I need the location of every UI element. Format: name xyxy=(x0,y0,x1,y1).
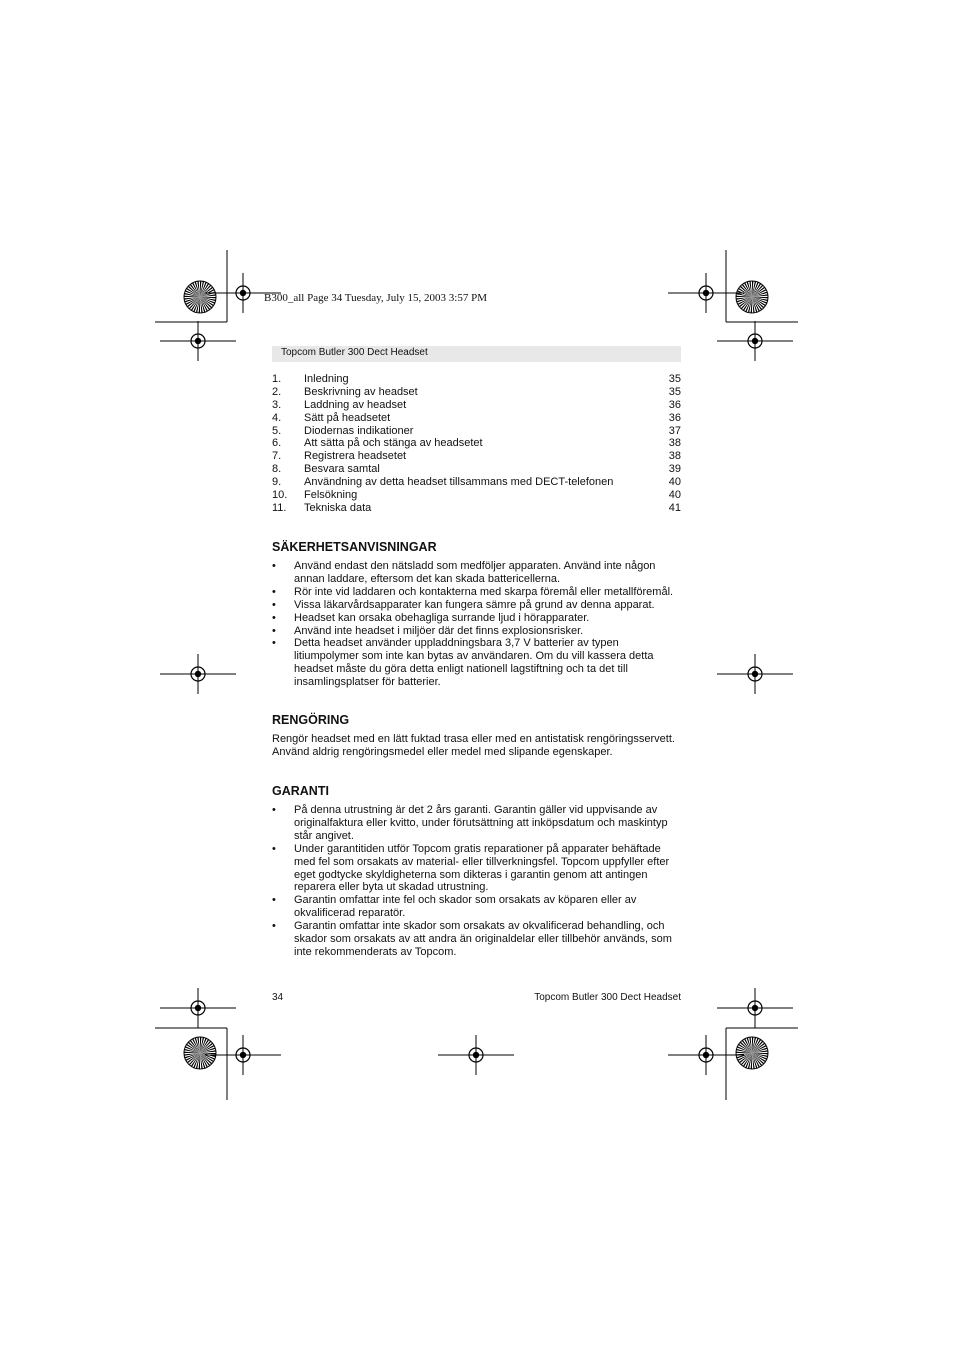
starburst-target-icon xyxy=(736,1037,768,1069)
toc-page-number: 37 xyxy=(668,424,681,437)
registration-mark-icon xyxy=(717,654,793,694)
toc-number: 1. xyxy=(272,373,282,385)
toc-page-number: 39 xyxy=(668,463,681,476)
toc-number: 11. xyxy=(272,501,287,514)
toc-title: Inledning xyxy=(304,373,349,385)
toc-title: Sätt på headsetet xyxy=(304,411,391,424)
toc-number: 3. xyxy=(272,398,282,411)
toc-title: Användning av detta headset tillsammans med DECT-telefonen xyxy=(304,476,614,489)
toc-number: 10. xyxy=(272,489,288,502)
print-slug: B300_all Page 34 Tuesday, July 15, 2003 3:57 PM xyxy=(264,292,487,304)
toc-title: Beskrivning av headset xyxy=(304,385,418,398)
bullet-icon: • xyxy=(272,920,276,933)
toc-page-number: 36 xyxy=(668,398,681,411)
header-title: Topcom Butler 300 Dect Headset xyxy=(281,347,428,358)
cleaning-text: Rengör headset med en lätt fuktad trasa eller med en antistatisk rengöringsservett. Använd aldrig rengöringsmedel eller medel med slipande egenskaper. xyxy=(272,733,675,758)
registration-mark-icon xyxy=(668,1035,744,1075)
bullet-icon: • xyxy=(272,560,276,572)
list-item-text: Använd endast den nätsladd som medföljer apparaten. Använd inte någon annan laddare, eftersom det kan skada battericellerna. xyxy=(294,560,656,585)
registration-mark-icon xyxy=(717,988,793,1028)
toc-number: 2. xyxy=(272,385,282,398)
toc-title: Registrera headsetet xyxy=(304,450,407,463)
toc-title: Att sätta på och stänga av headsetet xyxy=(304,437,483,450)
bullet-icon: • xyxy=(272,611,276,624)
list-item-text: Garantin omfattar inte skador som orsakats av okvalificerad behandling, och skador som orsakats av att andra än originaldelar eller tillbehör används, som inte rekommenderats av Topcom. xyxy=(294,920,672,958)
bullet-icon: • xyxy=(272,598,276,611)
list-item-text: Garantin omfattar inte fel och skador som orsakats av köparen eller av okvalificerad reparatör. xyxy=(294,894,637,920)
toc-page-number: 35 xyxy=(668,385,681,398)
bullet-icon: • xyxy=(272,894,276,907)
list-item-text: Använd inte headset i miljöer där det finns explosionsrisker. xyxy=(294,624,584,637)
list-item-text: Rör inte vid laddaren och kontakterna med skarpa föremål eller metallföremål. xyxy=(294,585,674,598)
toc-number: 6. xyxy=(272,437,282,450)
footer-title: Topcom Butler 300 Dect Headset xyxy=(534,992,681,1003)
toc-page-number: 40 xyxy=(668,489,681,502)
bullet-icon: • xyxy=(272,585,276,598)
toc-page-number: 38 xyxy=(668,437,681,450)
toc-number: 4. xyxy=(272,411,282,424)
starburst-target-icon xyxy=(184,281,216,313)
bullet-icon: • xyxy=(272,624,276,637)
toc-number: 7. xyxy=(272,450,282,463)
toc-page-number: 38 xyxy=(668,450,681,463)
toc-page-number: 35 xyxy=(668,373,681,385)
list-item-text: Detta headset använder uppladdningsbara 3,7 V batterier av typen litiumpolymer som inte kan bytas av användaren. Om du vill kassera detta headset måste du göra detta enligt nationell lagstiftning och ta det till insamlingsplatser för batterier. xyxy=(294,637,654,689)
toc-number: 5. xyxy=(272,424,282,437)
bullet-icon: • xyxy=(272,637,276,650)
starburst-target-icon xyxy=(184,1037,216,1069)
bullet-icon: • xyxy=(272,842,276,855)
registration-mark-icon xyxy=(717,321,793,361)
toc-page-number: 36 xyxy=(668,411,681,424)
toc-title: Laddning av headset xyxy=(304,398,407,411)
list-item-text: Under garantitiden utför Topcom gratis reparationer på apparater behäftade med fel som orsakats av material- eller tillverkningsfel. Topcom uppfyller efter eget godtycke skyldigheterna som dikteras i garantin genom att antingen reparera eller byta ut skadad utrustning. xyxy=(294,842,670,894)
warranty-heading: GARANTI xyxy=(272,784,329,798)
bullet-icon: • xyxy=(272,804,276,816)
toc-page-number: 41 xyxy=(668,501,681,514)
registration-mark-icon xyxy=(668,273,744,313)
toc-title: Felsökning xyxy=(304,489,358,502)
registration-mark-icon xyxy=(160,654,236,694)
registration-mark-icon xyxy=(160,988,236,1028)
cleaning-heading: RENGÖRING xyxy=(272,713,350,727)
list-item-text: Vissa läkarvårdsapparater kan fungera sämre på grund av denna apparat. xyxy=(294,598,655,611)
list-item-text: Headset kan orsaka obehagliga surrande ljud i hörapparater. xyxy=(294,611,590,624)
registration-mark-icon xyxy=(205,273,281,313)
registration-mark-icon xyxy=(438,1035,514,1075)
toc-title: Tekniska data xyxy=(304,501,372,514)
list-item-text: På denna utrustning är det 2 års garanti. Garantin gäller vid uppvisande av originalfaktura eller kvitto, under förutsättning att inköpsdatum och maskintyp står angivet. xyxy=(294,804,668,842)
toc-title: Besvara samtal xyxy=(304,463,380,476)
toc-title: Diodernas indikationer xyxy=(304,424,414,437)
registration-mark-icon xyxy=(205,1035,281,1075)
safety-heading: SÄKERHETSANVISNINGAR xyxy=(272,540,437,554)
starburst-target-icon xyxy=(736,281,768,313)
toc-page-number: 40 xyxy=(668,476,681,489)
toc-number: 9. xyxy=(272,476,282,489)
registration-mark-icon xyxy=(160,321,236,361)
footer-page-number: 34 xyxy=(272,992,284,1003)
toc-number: 8. xyxy=(272,463,282,476)
